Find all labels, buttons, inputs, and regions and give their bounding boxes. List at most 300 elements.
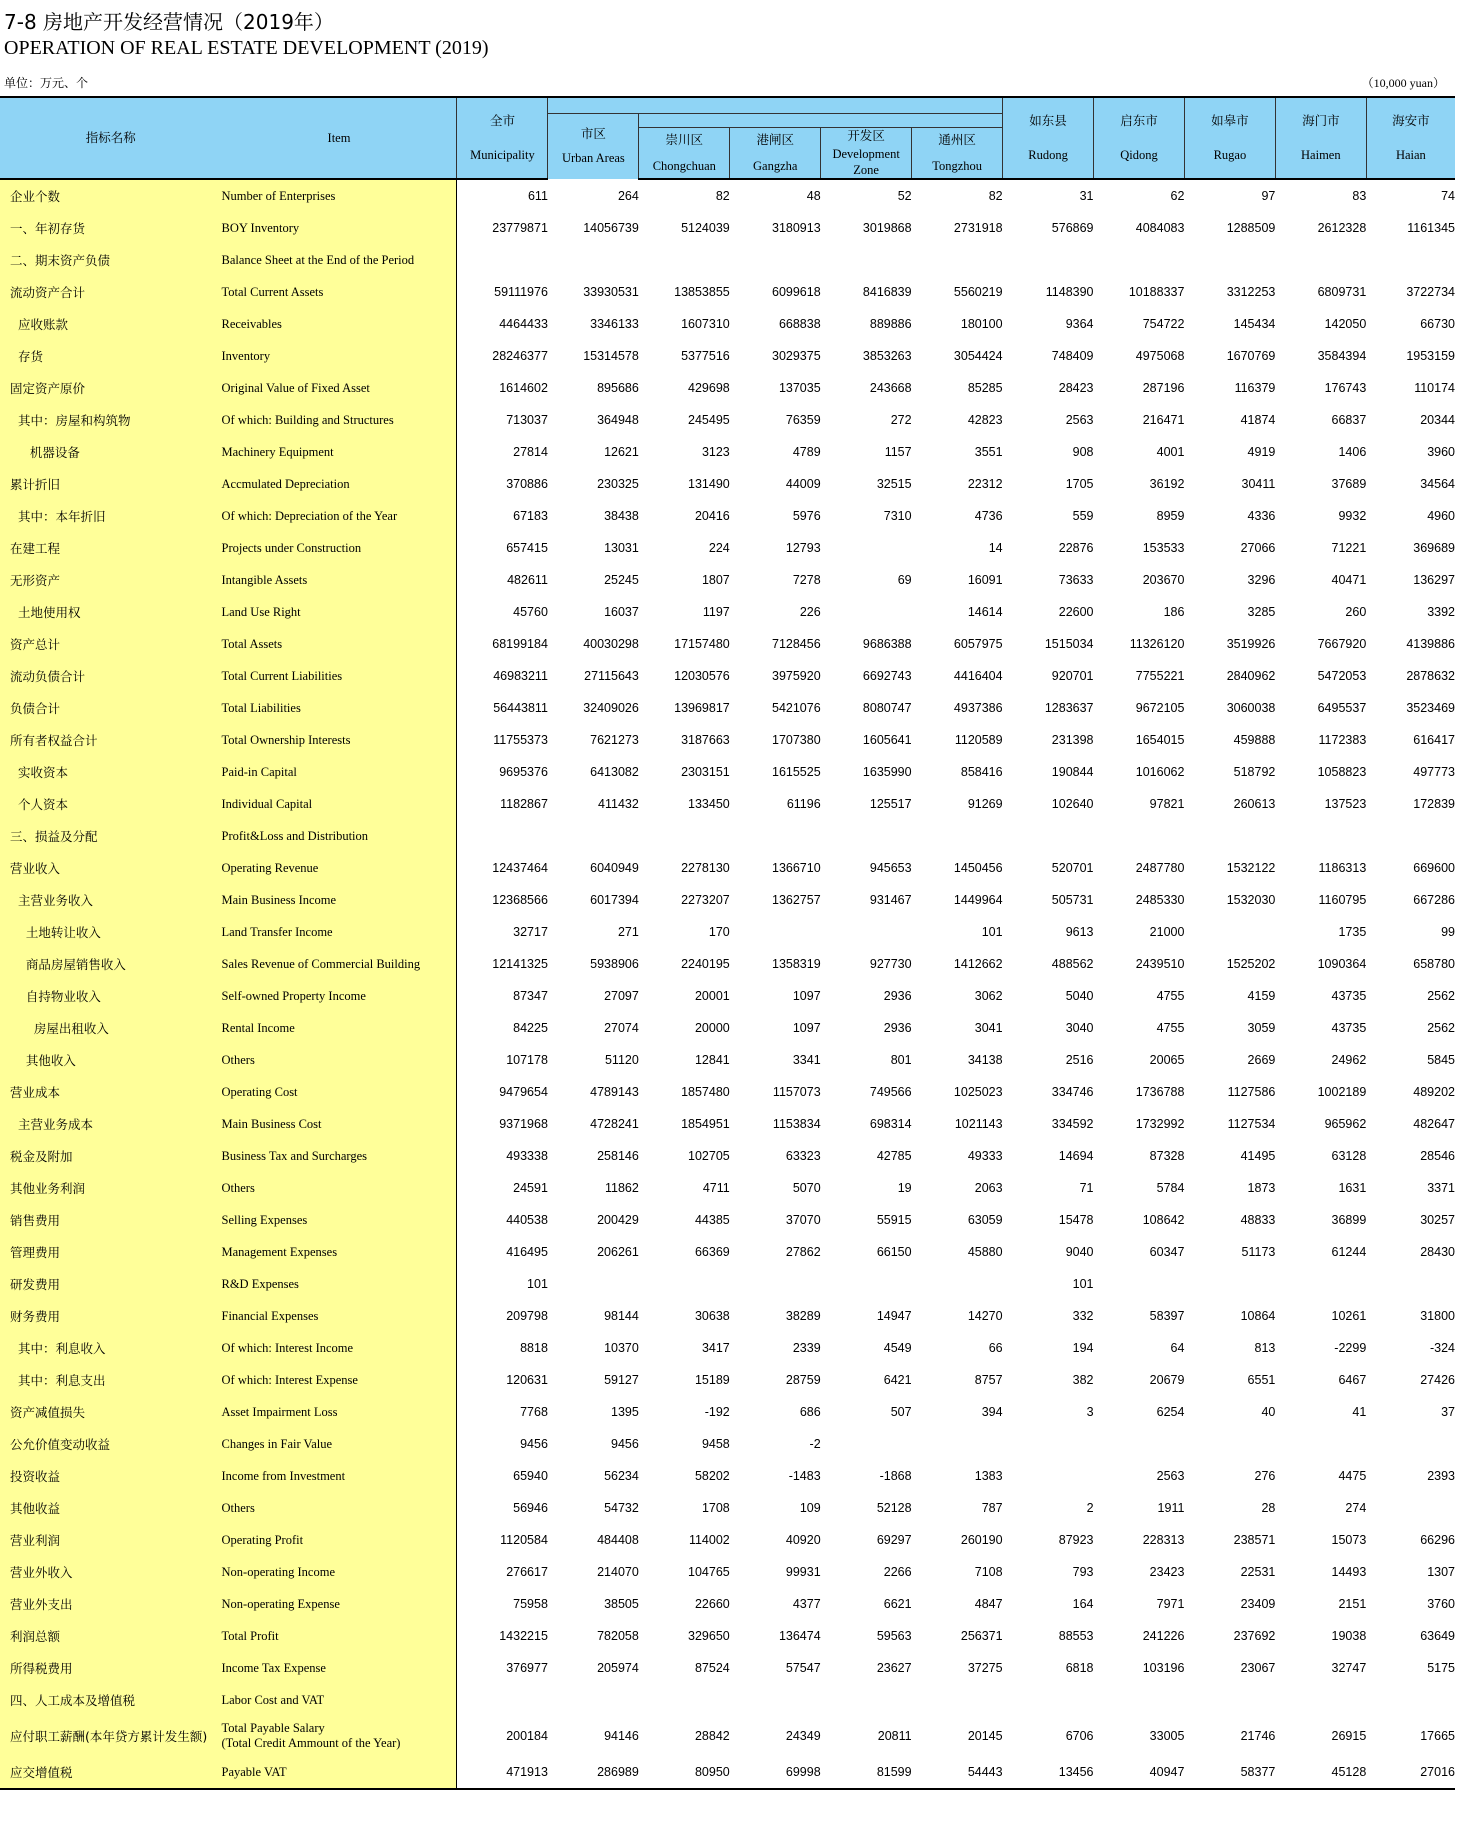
table-row <box>0 308 1455 340</box>
cell-value: 411432 <box>598 797 639 811</box>
header-haimen: 海门市 Haimen <box>1275 97 1366 179</box>
cell-value: 214070 <box>597 1565 639 1579</box>
row-label-en <box>222 1716 457 1756</box>
cell-value: 11755373 <box>493 733 548 747</box>
cell-value: 45128 <box>1275 1756 1366 1789</box>
cell-value: 2840962 <box>1226 669 1276 683</box>
row-label-en: BOY Inventory <box>222 212 457 244</box>
cell-value: 2878632 <box>1406 669 1455 683</box>
cell-value: 3285 <box>1247 605 1276 619</box>
cell-value: 264 <box>617 188 639 203</box>
row-label-cn: 应交增值税 <box>0 1756 222 1789</box>
cell-value: 36192 <box>1149 477 1185 491</box>
cell-value: 2063 <box>974 1181 1003 1195</box>
cell-value: 376977 <box>506 1661 548 1675</box>
cell-value: 133450 <box>688 797 730 811</box>
cell-value: 27016 <box>1366 1756 1455 1789</box>
row-label-en: Balance Sheet at the End of the Period <box>222 244 457 276</box>
row-label-en: Paid-in Capital <box>222 756 457 788</box>
row-label-en: Others <box>222 1492 457 1524</box>
cell-value: 1732992 <box>1135 1117 1185 1131</box>
table-row <box>0 692 1455 724</box>
row-label-cn: 企业个数 <box>0 179 222 212</box>
cell-value: 4336 <box>1247 509 1276 523</box>
row-label-cn: 研发费用 <box>0 1268 222 1300</box>
cell-value: 1515034 <box>1044 637 1094 651</box>
cell-value: 611 <box>527 189 548 203</box>
row-label-cn: 无形资产 <box>0 564 222 596</box>
cell-value: 46983211 <box>493 669 548 683</box>
cell-value: 20811 <box>877 1729 912 1743</box>
cell-value: 40030298 <box>583 637 639 651</box>
cell-value: 84225 <box>513 1021 548 1035</box>
cell-value: 3551 <box>974 445 1003 459</box>
cell-value: 24962 <box>1331 1053 1367 1067</box>
cell-value: 5784 <box>1156 1181 1185 1195</box>
cell-value: 7128456 <box>772 637 821 651</box>
table-row <box>0 1588 1455 1620</box>
cell-value: 205974 <box>597 1661 639 1675</box>
cell-value: 4919 <box>1247 445 1276 459</box>
cell-value: 27066 <box>1240 541 1276 555</box>
cell-value: 22876 <box>1058 541 1094 555</box>
cell-value: 23627 <box>876 1661 912 1675</box>
cell-value: 32409026 <box>583 701 639 715</box>
cell-value: 38289 <box>785 1309 821 1323</box>
cell-value: 20000 <box>694 1021 730 1035</box>
row-label-en: Main Business Cost <box>222 1108 457 1140</box>
cell-value: 9686388 <box>862 637 912 651</box>
header-district-group <box>639 113 1003 127</box>
table-row <box>0 1684 1455 1716</box>
cell-value <box>1003 244 1094 276</box>
cell-value <box>730 1684 821 1716</box>
cell-value: 23779871 <box>492 221 548 235</box>
cell-value: 908 <box>1072 445 1094 459</box>
cell-value: 102705 <box>688 1149 730 1163</box>
cell-value: 34138 <box>967 1053 1003 1067</box>
table-row <box>0 1428 1455 1460</box>
row-label-en: Rental Income <box>222 1012 457 1044</box>
cell-value: 9932 <box>1338 509 1367 523</box>
cell-value: 1607310 <box>681 317 730 331</box>
cell-value <box>548 1684 639 1716</box>
cell-value: 14493 <box>1331 1565 1367 1579</box>
cell-value: 2936 <box>883 989 912 1003</box>
cell-value: 81599 <box>821 1756 912 1789</box>
cell-value: 5124039 <box>681 221 730 235</box>
row-label-en: Of which: Building and Structures <box>222 404 457 436</box>
table-row <box>0 916 1455 948</box>
cell-value: 43735 <box>1331 989 1367 1003</box>
cell-value <box>1094 1268 1185 1300</box>
header-chongchuan: 崇川区 Chongchuan <box>639 127 730 179</box>
row-label-cn: 营业外支出 <box>0 1588 222 1620</box>
header-qidong: 启东市 Qidong <box>1094 97 1185 179</box>
cell-value <box>639 1268 730 1300</box>
cell-value <box>1275 820 1366 852</box>
cell-value: 2563 <box>1156 1469 1185 1483</box>
row-label-en: Payable VAT <box>222 1756 457 1789</box>
cell-value: 64 <box>1170 1341 1185 1355</box>
row-label-cn: 资产总计 <box>0 628 222 660</box>
cell-value: 71 <box>1079 1181 1094 1195</box>
table-row <box>0 276 1455 308</box>
cell-value: 5040 <box>1065 989 1094 1003</box>
row-label-cn: 投资收益 <box>0 1460 222 1492</box>
cell-value: 6040949 <box>590 861 639 875</box>
cell-value: 3519926 <box>1226 637 1276 651</box>
row-label-en: Total Ownership Interests <box>222 724 457 756</box>
header-rudong: 如东县 Rudong <box>1003 97 1094 179</box>
cell-value: 927730 <box>869 957 912 971</box>
cell-value: 10188337 <box>1128 285 1185 299</box>
cell-value: 370886 <box>506 477 548 491</box>
table-row <box>0 179 1455 212</box>
cell-value: 3584394 <box>1317 349 1367 363</box>
cell-value: 4736 <box>974 509 1003 523</box>
table-row <box>0 980 1455 1012</box>
cell-value: 14 <box>988 541 1003 555</box>
cell-value: 3180913 <box>772 221 821 235</box>
cell-value: 1127586 <box>1227 1085 1276 1099</box>
cell-value: 1021143 <box>954 1117 1003 1131</box>
cell-value: 4711 <box>702 1181 730 1195</box>
cell-value: 98144 <box>604 1309 639 1323</box>
cell-value: 440538 <box>506 1213 548 1227</box>
cell-value: 9456 <box>520 1437 548 1451</box>
cell-value: 3059 <box>1247 1021 1276 1035</box>
row-label-cn: 一、年初存货 <box>0 212 222 244</box>
cell-value: 1395 <box>611 1405 639 1419</box>
cell-value: 12793 <box>785 541 821 555</box>
cell-value <box>1184 820 1275 852</box>
row-label-en: Others <box>222 1172 457 1204</box>
cell-value: 4937386 <box>953 701 1003 715</box>
cell-value: 41 <box>1352 1405 1367 1419</box>
cell-value: -1483 <box>788 1469 821 1483</box>
cell-value: 931467 <box>869 893 912 907</box>
cell-value: 1532030 <box>1226 893 1276 907</box>
cell-value: 176743 <box>1324 381 1367 395</box>
row-label-cn: 其中：利息支出 <box>0 1364 222 1396</box>
cell-value: 7278 <box>792 573 821 587</box>
row-label-cn: 土地转让收入 <box>0 916 222 948</box>
row-label-en: Total Assets <box>222 628 457 660</box>
cell-value: 271 <box>617 925 639 939</box>
cell-value: 471913 <box>457 1756 548 1789</box>
cell-value: 68199184 <box>492 637 548 651</box>
table-row <box>0 1044 1455 1076</box>
cell-value: 329650 <box>688 1629 730 1643</box>
cell-value: 3722734 <box>1406 285 1455 299</box>
cell-value: 136474 <box>778 1629 821 1643</box>
row-label-en: Business Tax and Surcharges <box>222 1140 457 1172</box>
row-label-en: Sales Revenue of Commercial Building <box>222 948 457 980</box>
cell-value: 3975920 <box>772 669 821 683</box>
cell-value: 102640 <box>1051 797 1094 811</box>
cell-value <box>1366 244 1455 276</box>
cell-value: 945653 <box>869 861 912 875</box>
cell-value: 1615525 <box>772 765 821 779</box>
cell-value: 1854951 <box>681 1117 730 1131</box>
cell-value: 28423 <box>1058 381 1094 395</box>
cell-value: 1016062 <box>1135 765 1185 779</box>
cell-value: 104765 <box>688 1565 730 1579</box>
cell-value: 1631 <box>1338 1181 1367 1195</box>
row-label-cn: 主营业务成本 <box>0 1108 222 1140</box>
cell-value <box>457 820 548 852</box>
cell-value: 482611 <box>507 573 548 587</box>
cell-value: 1449964 <box>953 893 1003 907</box>
cell-value: 4084083 <box>1135 221 1185 235</box>
cell-value: 334592 <box>1051 1117 1094 1131</box>
cell-value: 1857480 <box>681 1085 730 1099</box>
cell-value: 793 <box>1072 1565 1094 1579</box>
cell-value: 59563 <box>876 1629 912 1643</box>
cell-value <box>821 244 912 276</box>
cell-value: 1406 <box>1338 445 1367 459</box>
table-row <box>0 628 1455 660</box>
cell-value: 8757 <box>974 1373 1003 1387</box>
cell-value: 2612328 <box>1317 221 1367 235</box>
cell-value: 6254 <box>1156 1405 1185 1419</box>
cell-value: 2240195 <box>681 957 730 971</box>
cell-value: 6692743 <box>862 669 912 683</box>
cell-value: 3417 <box>701 1341 730 1355</box>
cell-value: 14056739 <box>583 221 639 235</box>
cell-value: 226 <box>799 605 821 619</box>
row-label-en: Income from Investment <box>222 1460 457 1492</box>
table-row <box>0 788 1455 820</box>
cell-value: 813 <box>1254 1341 1276 1355</box>
cell-value <box>912 820 1003 852</box>
cell-value: 49333 <box>967 1149 1003 1163</box>
table-row <box>0 404 1455 436</box>
cell-value: 6706 <box>1065 1729 1094 1743</box>
cell-value: 34564 <box>1420 477 1455 491</box>
cell-value: 61196 <box>786 797 821 811</box>
cell-value: 63128 <box>1331 1149 1367 1163</box>
table-row <box>0 1460 1455 1492</box>
cell-value: 11862 <box>604 1181 639 1195</box>
cell-value: 1127534 <box>1227 1117 1276 1131</box>
cell-value: 4475 <box>1338 1469 1367 1483</box>
cell-value: 82 <box>988 189 1003 203</box>
cell-value: 216471 <box>1142 413 1185 427</box>
cell-value: 241226 <box>1142 1629 1185 1643</box>
cell-value: 274 <box>1345 1501 1367 1515</box>
cell-value: -192 <box>704 1405 730 1419</box>
cell-value: 1953159 <box>1406 349 1455 363</box>
cell-value: 272 <box>890 413 912 427</box>
row-label-en: Selling Expenses <box>222 1204 457 1236</box>
cell-value: 80950 <box>639 1756 730 1789</box>
header-rugao: 如皋市 Rugao <box>1184 97 1275 179</box>
row-label-en: Non-operating Income <box>222 1556 457 1588</box>
cell-value: 3392 <box>1427 605 1455 619</box>
cell-value: 63649 <box>1420 1629 1455 1643</box>
cell-value: 7621273 <box>590 733 639 747</box>
cell-value: 15478 <box>1058 1213 1094 1227</box>
table-row <box>0 1756 1455 1789</box>
table-row <box>0 596 1455 628</box>
row-label-cn: 营业外收入 <box>0 1556 222 1588</box>
cell-value <box>1275 1268 1366 1300</box>
cell-value <box>730 1268 821 1300</box>
cell-value: 2485330 <box>1135 893 1185 907</box>
cell-value: 1090364 <box>1317 957 1367 971</box>
cell-value: 63323 <box>785 1149 821 1163</box>
cell-value: -1868 <box>879 1469 912 1483</box>
cell-value <box>1184 916 1275 948</box>
cell-value: 1161345 <box>1407 221 1455 235</box>
cell-value: 1097 <box>792 1021 821 1035</box>
row-label-en: Of which: Interest Income <box>222 1332 457 1364</box>
row-label-en: Management Expenses <box>222 1236 457 1268</box>
cell-value: 2151 <box>1338 1597 1367 1611</box>
row-label-en: Projects under Construction <box>222 532 457 564</box>
cell-value: 1383 <box>974 1469 1003 1483</box>
cell-value: 1635990 <box>862 765 912 779</box>
cell-value: 1172383 <box>1318 733 1367 747</box>
cell-value: 87347 <box>513 989 548 1003</box>
cell-value: 9613 <box>1065 925 1094 939</box>
cell-value: 16091 <box>967 573 1003 587</box>
cell-value: 40 <box>1261 1405 1276 1419</box>
cell-value: 2516 <box>1065 1053 1094 1067</box>
table-row <box>0 1620 1455 1652</box>
cell-value <box>1275 1684 1366 1716</box>
cell-value: 5845 <box>1427 1053 1455 1067</box>
cell-value: 12030576 <box>674 669 730 683</box>
cell-value: 6421 <box>883 1373 912 1387</box>
cell-value: 489202 <box>1413 1085 1455 1099</box>
table-row <box>0 1236 1455 1268</box>
row-label-en: Main Business Income <box>222 884 457 916</box>
cell-value: 6809731 <box>1317 285 1367 299</box>
table-row <box>0 468 1455 500</box>
cell-value: 10864 <box>1240 1309 1276 1323</box>
cell-value: 5377516 <box>681 349 730 363</box>
cell-value: 2669 <box>1247 1053 1276 1067</box>
cell-value: 1911 <box>1157 1501 1185 1515</box>
cell-value: 200429 <box>597 1213 639 1227</box>
cell-value: 1002189 <box>1317 1085 1367 1099</box>
cell-value: 108642 <box>1142 1213 1185 1227</box>
cell-value: 9371968 <box>499 1117 548 1131</box>
table-row <box>0 564 1455 596</box>
cell-value: 28430 <box>1420 1245 1455 1259</box>
cell-value: 200184 <box>506 1729 548 1743</box>
cell-value: 24349 <box>785 1729 821 1743</box>
cell-value: 120631 <box>506 1373 548 1387</box>
header-urban-areas: 市区 Urban Areas <box>548 113 639 179</box>
header-item-en: Item <box>222 97 457 179</box>
cell-value: 27426 <box>1420 1373 1455 1387</box>
cell-value: 19 <box>897 1181 912 1195</box>
cell-value: 493338 <box>506 1149 548 1163</box>
cell-value: 71221 <box>1331 541 1367 555</box>
cell-value: 13456 <box>1003 1756 1094 1789</box>
cell-value: 658780 <box>1413 957 1455 971</box>
cell-value <box>730 916 821 948</box>
cell-value: 14694 <box>1058 1149 1094 1163</box>
cell-value: 1148390 <box>1045 285 1094 299</box>
table-row <box>0 500 1455 532</box>
row-label-cn: 实收资本 <box>0 756 222 788</box>
cell-value: 4960 <box>1427 509 1455 523</box>
cell-value: 12437464 <box>492 861 548 875</box>
table-row <box>0 212 1455 244</box>
cell-value: 2936 <box>883 1021 912 1035</box>
cell-value: 895686 <box>597 381 639 395</box>
table-row <box>0 884 1455 916</box>
cell-value: 15314578 <box>583 349 639 363</box>
row-label-cn: 利润总额 <box>0 1620 222 1652</box>
row-label-en: Land Transfer Income <box>222 916 457 948</box>
cell-value: 31 <box>1079 189 1094 203</box>
cell-value: 698314 <box>869 1117 912 1131</box>
cell-value: 965962 <box>1324 1117 1367 1131</box>
cell-value: 2393 <box>1427 1469 1455 1483</box>
cell-value: 4159 <box>1247 989 1276 1003</box>
cell-value <box>1366 1268 1455 1300</box>
unit-label-en: （10,000 yuan） <box>1361 76 1445 90</box>
row-label-cn: 公允价值变动收益 <box>0 1428 222 1460</box>
table-row <box>0 660 1455 692</box>
cell-value: 28546 <box>1420 1149 1455 1163</box>
cell-value: 4464433 <box>499 317 548 331</box>
table-row <box>0 1556 1455 1588</box>
cell-value: 7768 <box>520 1405 548 1419</box>
cell-value: 332 <box>1072 1309 1094 1323</box>
cell-value: 256371 <box>960 1629 1003 1643</box>
cell-value: 97821 <box>1149 797 1185 811</box>
cell-value: 103196 <box>1142 1661 1185 1675</box>
row-label-en: Land Use Right <box>222 596 457 628</box>
row-label-cn: 在建工程 <box>0 532 222 564</box>
cell-value: 4377 <box>792 1597 821 1611</box>
cell-value: 1120589 <box>954 733 1003 747</box>
cell-value: 14270 <box>967 1309 1003 1323</box>
cell-value: 3062 <box>974 989 1003 1003</box>
cell-value: 3853263 <box>862 349 912 363</box>
cell-value: 66296 <box>1420 1533 1455 1547</box>
cell-value: 7755221 <box>1135 669 1185 683</box>
cell-value: 1432215 <box>499 1629 548 1643</box>
row-label-cn: 固定资产原价 <box>0 372 222 404</box>
cell-value: 58397 <box>1149 1309 1185 1323</box>
cell-value: 20416 <box>694 509 730 523</box>
row-label-en: Total Profit <box>222 1620 457 1652</box>
row-label-cn: 应收账款 <box>0 308 222 340</box>
row-label-en: Original Value of Fixed Asset <box>222 372 457 404</box>
cell-value: 30257 <box>1420 1213 1455 1227</box>
cell-value: 228313 <box>1142 1533 1185 1547</box>
table-row <box>0 1172 1455 1204</box>
cell-value: 920701 <box>1051 669 1094 683</box>
row-label-cn: 税金及附加 <box>0 1140 222 1172</box>
cell-value: 1736788 <box>1135 1085 1185 1099</box>
row-label-en: Operating Cost <box>222 1076 457 1108</box>
row-label-cn: 流动负债合计 <box>0 660 222 692</box>
row-label-cn: 其他业务利润 <box>0 1172 222 1204</box>
cell-value <box>457 244 548 276</box>
cell-value: 25245 <box>604 573 639 587</box>
cell-value: 801 <box>890 1053 912 1067</box>
cell-value: 669600 <box>1413 861 1455 875</box>
